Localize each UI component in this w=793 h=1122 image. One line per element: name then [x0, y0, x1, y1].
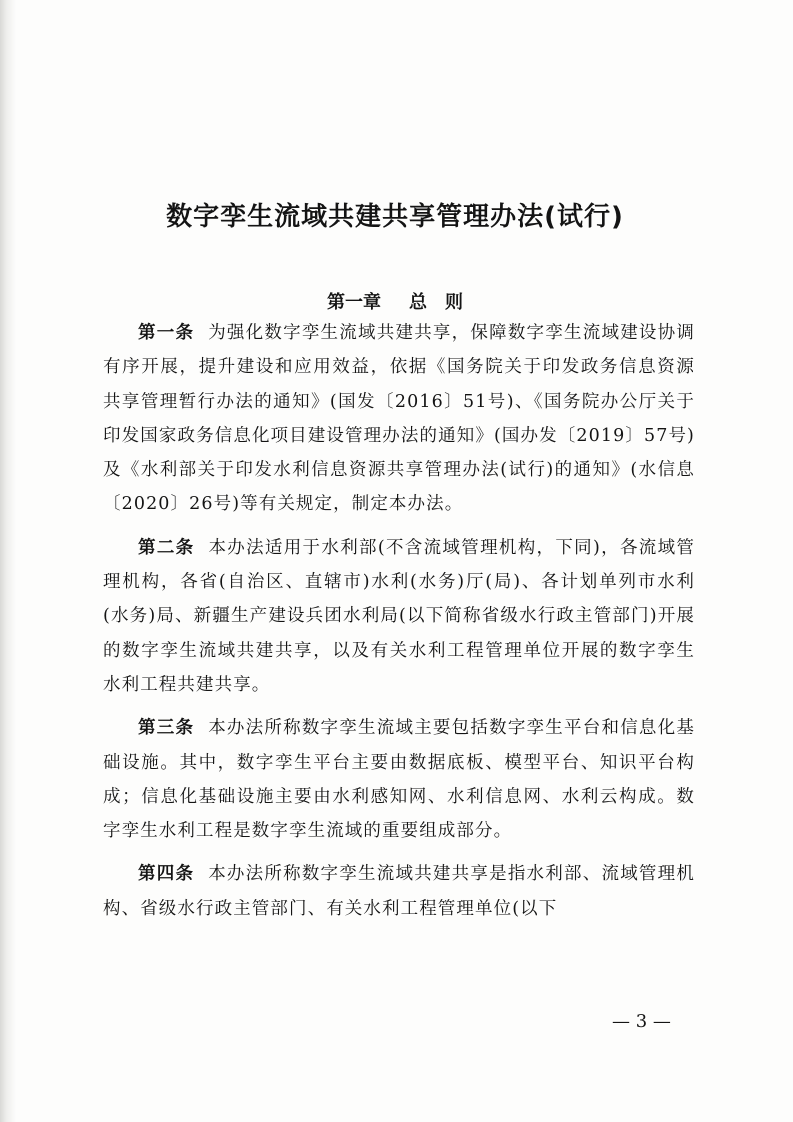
chapter-name: 总 则 [409, 292, 463, 313]
article-number: 第二条 [138, 537, 195, 558]
article-text: 本办法所称数字孪生流域主要包括数字孪生平台和信息化基础设施。其中，数字孪生平台主要由数据底板、模型平台、知识平台构成；信息化基础设施主要由水利感知网、水利信息网、水利云构成。数字孪生水利工程是数字孪生流域的重要组成部分。 [103, 718, 695, 842]
article-text: 本办法适用于水利部(不含流域管理机构，下同)，各流域管理机构，各省(自治区、直辖市)水利(水务)厅(局)、各计划单列市水利(水务)局、新疆生产建设兵团水利局(以下简称省级水行政主管部门)开展的数字孪生流域共建共享，以及有关水利工程管理单位开展的数字孪生水利工程共建共享。 [103, 537, 695, 695]
article-number: 第一条 [138, 323, 195, 343]
article-text: 为强化数字孪生流域共建共享，保障数字孪生流域建设协调有序开展，提升建设和应用效益，依据《国务院关于印发政务信息资源共享管理暂行办法的通知》(国发〔2016〕51号)、《国务院办公厅关于印发国家政务信息化项目建设管理办法的通知》(国办发〔2019〕57号)及《水利部关于印发水利信息资源共享管理办法(试行)的通知》(水信息〔2020〕26号)等有关规定，制定本办法。 [103, 323, 695, 515]
article-2 [103, 531, 695, 702]
article-list [103, 316, 695, 935]
document-title: 数字孪生流域共建共享管理办法(试行) [166, 202, 624, 232]
article-number: 第三条 [138, 718, 195, 739]
scan-edge-shadow [0, 0, 16, 1122]
page-number: — 3 — [612, 1011, 671, 1032]
chapter-heading [110, 288, 680, 314]
article-3 [103, 711, 695, 848]
article-text: 本办法所称数字孪生流域共建共享是指水利部、流域管理机构、省级水行政主管部门、有关水利工程管理单位(以下 [103, 864, 695, 919]
article-number: 第四条 [138, 864, 195, 885]
article-4 [103, 857, 695, 926]
article-1 [103, 316, 695, 522]
chapter-label: 第一章 [327, 292, 381, 313]
